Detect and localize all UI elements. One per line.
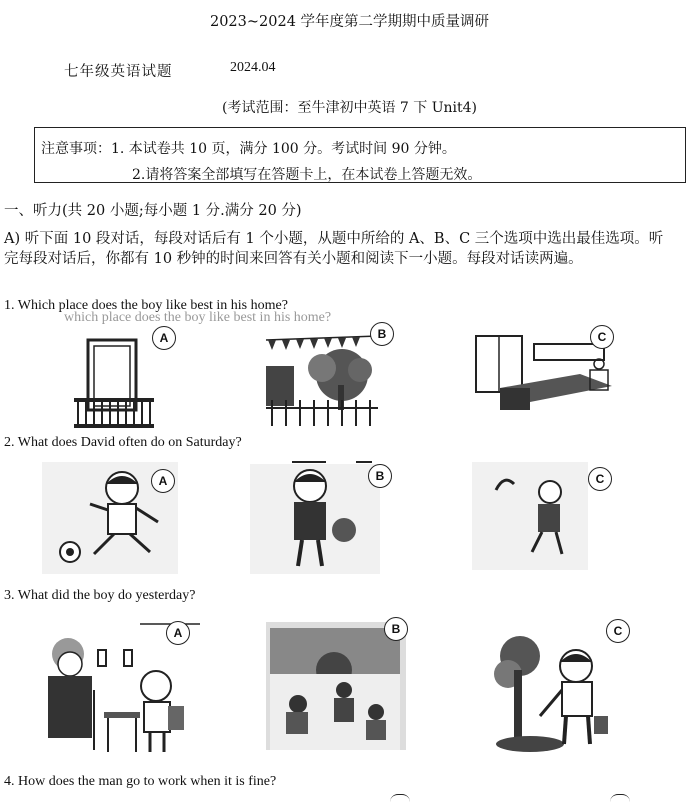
option-b-basketball-image	[248, 456, 382, 576]
option-b-badge: B	[368, 464, 392, 488]
option-a-badge: A	[166, 621, 190, 645]
option-b-badge: B	[370, 322, 394, 346]
option-b-badge: B	[384, 617, 408, 641]
section-heading: 一、听力(共 20 小题;每小题 1 分.满分 20 分)	[4, 203, 302, 219]
exam-title: 2023~2024 学年度第二学期期中质量调研	[209, 14, 490, 30]
boy-diving-illustration	[470, 460, 590, 572]
grade-subject: 七年级英语试题	[64, 64, 173, 80]
exam-date: 2024.04	[230, 60, 276, 75]
section-instructions: A) 听下面 10 段对话，每段对话后有 1 个小题，从题中所给的 A、B、C 三个选项中选出最佳选项。听完每段对话后，你都有 10 秒钟的时间来回答有关小题和阅读下一小题。每段对话读两遍。	[4, 231, 664, 267]
notice-line-2: 2.请将答案全部填写在答题卡上，在本试卷上答题无效。	[132, 167, 482, 183]
option-c-plant-tree-image	[490, 620, 620, 756]
question-2: 2. What does David often do on Saturday?	[4, 435, 242, 450]
question-3: 3. What did the boy do yesterday?	[4, 588, 196, 603]
option-c-swimming-image	[470, 460, 590, 572]
children-cleaning-park-illustration	[264, 620, 408, 752]
option-c-badge: C	[606, 619, 630, 643]
boy-playing-basketball-illustration	[248, 456, 382, 576]
option-a-badge: A	[151, 469, 175, 493]
ghost-print-text: which place does the boy like best in his home?	[64, 310, 332, 325]
option-a-badge: A	[152, 326, 176, 350]
option-b-picnic-image	[264, 620, 408, 752]
boy-planting-tree-illustration	[490, 620, 620, 756]
option-b-garden-image	[262, 330, 382, 430]
garden-illustration	[262, 330, 382, 430]
option-c-badge: C	[588, 467, 612, 491]
exam-scope: (考试范围：至牛津初中英语 7 下 Unit4)	[221, 100, 477, 116]
question-1: 1. Which place does the boy like best in his home?	[4, 298, 288, 313]
notice-box	[34, 127, 686, 183]
notice-line-1: 注意事项：1. 本试卷共 10 页，满分 100 分。考试时间 90 分钟。	[41, 141, 456, 157]
question-4: 4. How does the man go to work when it is fine?	[4, 774, 277, 789]
option-c-badge: C	[590, 325, 614, 349]
